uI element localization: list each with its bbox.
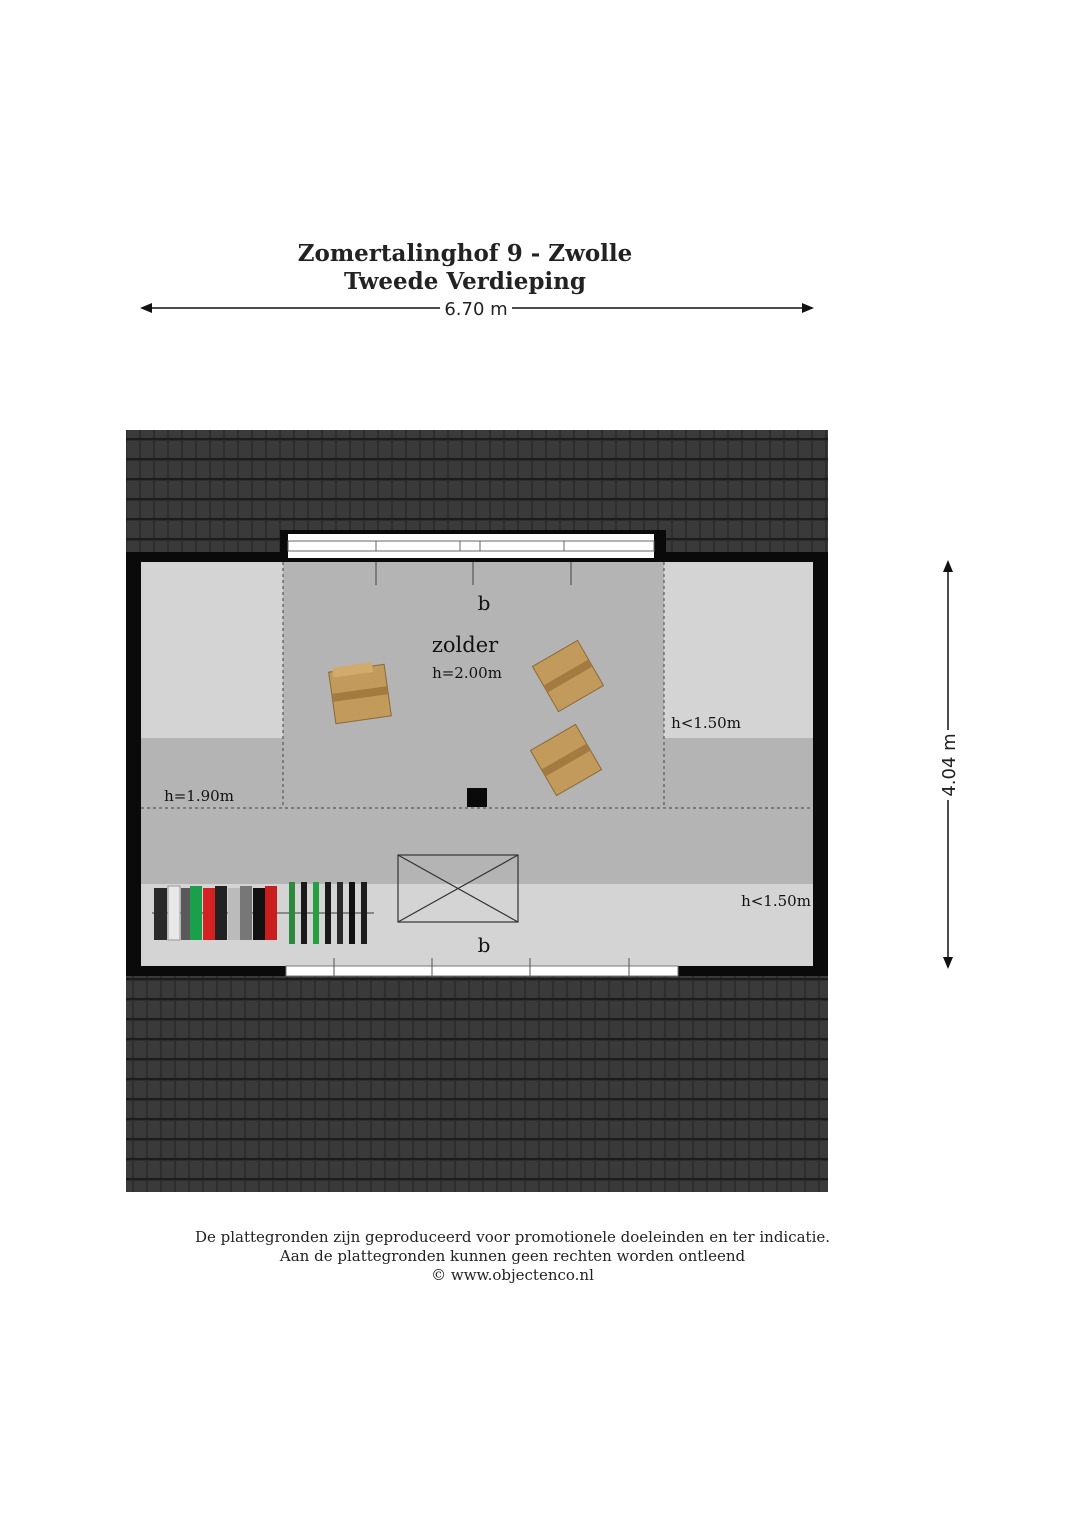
- depth-dimension: [939, 560, 960, 969]
- marker-top: b: [477, 591, 491, 615]
- depth-label: 4.04 m: [939, 733, 960, 797]
- floor-name: Tweede Verdieping: [344, 268, 586, 295]
- shaft: [467, 788, 487, 807]
- disclaimer: [0, 1228, 1025, 1285]
- floor-right-lower: [664, 738, 813, 808]
- disclaimer-line-2: Aan de plattegronden kunnen geen rechten worden ontleend: [279, 1247, 746, 1265]
- marker-bottom: b: [477, 933, 491, 957]
- disclaimer-line-1: De plattegronden zijn geproduceerd voor promotionele doeleinden en ter indicatie.: [194, 1228, 831, 1246]
- width-label: 6.70 m: [444, 299, 508, 320]
- right-height: h<1.50m: [671, 714, 741, 732]
- room-name: zolder: [431, 633, 499, 657]
- floor-band: [141, 808, 813, 884]
- room-height: h=2.00m: [432, 664, 502, 682]
- box-left: [328, 660, 391, 723]
- bottom-height: h<1.50m: [741, 892, 811, 910]
- clothes-rack: [152, 882, 374, 944]
- plan-title: Zomertalinghof 9 - Zwolle: [297, 240, 633, 267]
- left-height: h=1.90m: [164, 787, 234, 805]
- roof-bottom: [126, 972, 828, 1192]
- width-dimension: [140, 299, 814, 320]
- copyright: © www.objectenco.nl: [431, 1266, 594, 1284]
